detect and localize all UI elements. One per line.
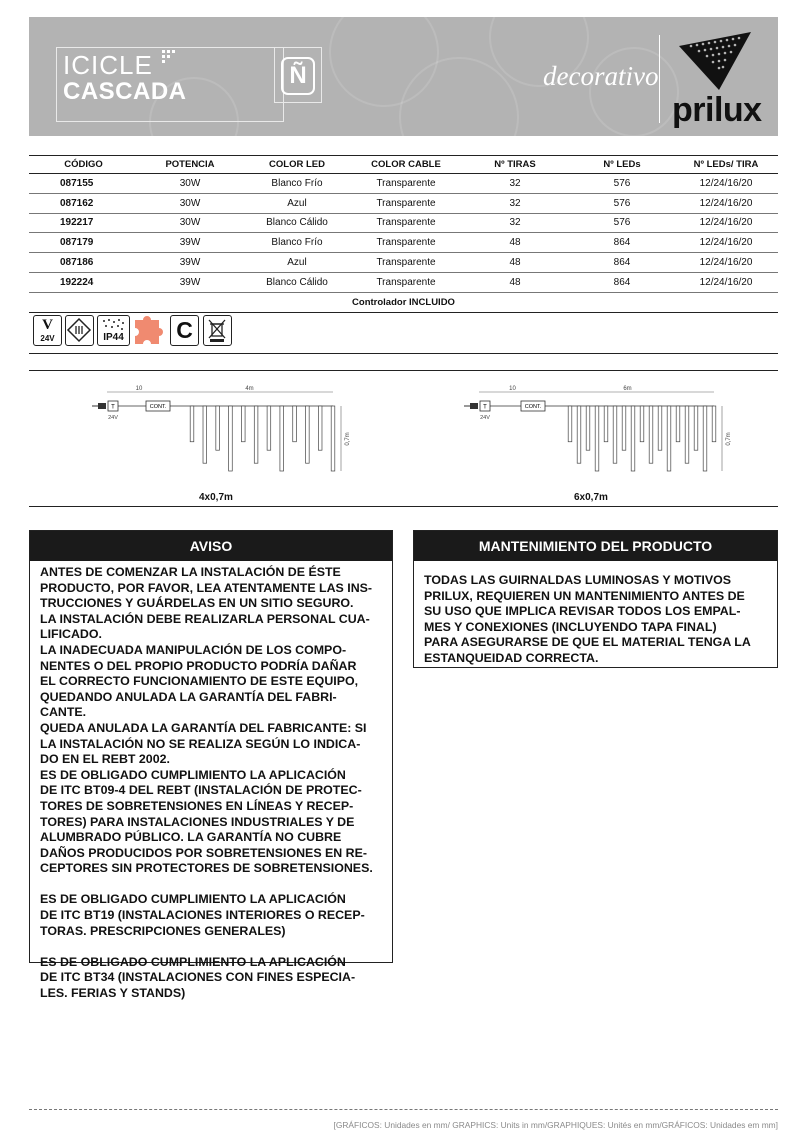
curtain-length-label: 6m (623, 386, 632, 392)
cell-codigo: 087179 (29, 233, 138, 253)
light-strand (631, 406, 635, 471)
voltage-label: 24V (40, 334, 55, 343)
cell-leds-tira: 12/24/16/20 (674, 253, 778, 273)
light-strand (203, 406, 207, 463)
col-leds-tira: Nº LEDs/ TIRA (674, 156, 778, 174)
cell-color-cable: Transparente (352, 193, 460, 213)
curtain-length-label: 4m (245, 386, 254, 392)
table-row (29, 193, 778, 213)
cell-codigo: 087162 (29, 193, 138, 213)
cell-leds-tira: 12/24/16/20 (674, 233, 778, 253)
cell-leds: 576 (570, 213, 674, 233)
mantenimiento-title: MANTENIMIENTO DEL PRODUCTO (414, 531, 777, 561)
cell-color-led: Azul (242, 253, 352, 273)
cell-leds: 576 (570, 174, 674, 194)
table-row (29, 174, 778, 194)
col-color-led: COLOR LED (242, 156, 352, 174)
cell-potencia: 39W (138, 272, 242, 292)
header-banner (29, 17, 778, 136)
controller-note: Controlador INCLUIDO (29, 292, 778, 312)
spanish-market-badge (274, 47, 322, 103)
transformer-label: T (483, 404, 487, 411)
light-strand (658, 406, 662, 450)
cell-potencia: 39W (138, 233, 242, 253)
cell-codigo: 192217 (29, 213, 138, 233)
cell-color-led: Blanco Cálido (242, 213, 352, 233)
product-title-line1 (63, 50, 176, 81)
table-row (29, 213, 778, 233)
col-potencia: POTENCIA (138, 156, 242, 174)
cell-leds: 864 (570, 233, 674, 253)
section-rule (29, 353, 778, 354)
cell-color-cable: Transparente (352, 174, 460, 194)
voltage-label: 24V (480, 415, 490, 421)
light-strand (694, 406, 698, 450)
drop-height-label: 0,7m (345, 432, 351, 446)
drop-height-label: 0,7m (726, 432, 732, 446)
cable-length-label: 10 (509, 386, 516, 392)
cell-leds: 576 (570, 193, 674, 213)
cell-tiras: 32 (460, 174, 570, 194)
cell-codigo: 087155 (29, 174, 138, 194)
aviso-title: AVISO (30, 531, 392, 561)
plug-icon (470, 403, 478, 409)
v-glyph: V (42, 317, 53, 333)
footer-dashed-rule (29, 1109, 778, 1110)
cell-color-led: Azul (242, 193, 352, 213)
sparkle-dots-icon (162, 50, 176, 64)
light-strand (622, 406, 626, 450)
controller-label: CONT. (149, 404, 167, 410)
cell-color-led: Blanco Frío (242, 233, 352, 253)
weee-icon (203, 315, 232, 346)
table-row (29, 233, 778, 253)
light-strand (667, 406, 671, 471)
cell-tiras: 48 (460, 272, 570, 292)
n-letter-icon: Ñ (281, 57, 315, 95)
mantenimiento-box (413, 530, 778, 668)
cell-tiras: 32 (460, 213, 570, 233)
light-strand (595, 406, 599, 471)
col-color-cable: COLOR CABLE (352, 156, 460, 174)
cell-tiras: 48 (460, 233, 570, 253)
cell-tiras: 48 (460, 253, 570, 273)
cell-color-cable: Transparente (352, 272, 460, 292)
light-strand (613, 406, 617, 463)
ip-label: IP44 (103, 332, 124, 343)
cell-color-led: Blanco Cálido (242, 272, 352, 292)
light-strand (703, 406, 707, 471)
table-header-row (29, 156, 778, 174)
light-strand (229, 406, 233, 471)
cable-length-label: 10 (135, 386, 143, 392)
curtain-diagrams (0, 380, 808, 490)
light-strand (649, 406, 653, 463)
footer-units-note: [GRÁFICOS: Unidades en mm/ GRAPHICS: Units in mm/GRAPHIQUES: Unités en mm/GRÁFICOS: Unidades em mm] (333, 1120, 778, 1130)
light-strand (267, 406, 271, 450)
prilux-logo-icon (679, 32, 751, 90)
c-mark-icon (170, 315, 199, 346)
light-strand (577, 406, 581, 463)
light-strand (254, 406, 258, 463)
controller-label: CONT. (524, 404, 542, 410)
light-strand (640, 406, 644, 442)
tagline: decorativo (543, 61, 659, 91)
light-strand (586, 406, 590, 450)
light-strand (216, 406, 220, 450)
cell-leds-tira: 12/24/16/20 (674, 272, 778, 292)
light-strand (280, 406, 284, 471)
header-divider (659, 35, 660, 123)
aviso-box (29, 530, 393, 1001)
light-strand (331, 406, 335, 471)
table-row (29, 272, 778, 292)
section-rule (29, 370, 778, 371)
product-title-box (56, 47, 284, 122)
product-name: ICICLE (63, 50, 153, 80)
col-tiras: Nº TIRAS (460, 156, 570, 174)
light-strand (306, 406, 310, 463)
diagram-2-label: 6x0,7m (574, 492, 608, 503)
light-strand (568, 406, 572, 442)
cell-color-led: Blanco Frío (242, 174, 352, 194)
col-leds: Nº LEDs (570, 156, 674, 174)
splash-dots-icon (98, 317, 128, 333)
light-strand (190, 406, 194, 442)
product-title-line2: CASCADA (63, 78, 187, 105)
transformer-label: T (111, 404, 115, 411)
light-strand (318, 406, 322, 450)
cell-color-cable: Transparente (352, 253, 460, 273)
cell-leds-tira: 12/24/16/20 (674, 193, 778, 213)
cell-leds-tira: 12/24/16/20 (674, 213, 778, 233)
brand-name: prilux (672, 91, 762, 129)
section-rule (29, 506, 778, 507)
controller-row (29, 292, 778, 312)
light-strand (685, 406, 689, 463)
cell-leds: 864 (570, 272, 674, 292)
light-strand (293, 406, 297, 442)
cell-leds: 864 (570, 253, 674, 273)
voltage-24v-icon (33, 315, 62, 346)
ip44-icon (97, 315, 130, 346)
cell-codigo: 192224 (29, 272, 138, 292)
light-strand (676, 406, 680, 442)
voltage-label: 24V (108, 415, 118, 421)
light-strand (712, 406, 716, 442)
diagram-1-label: 4x0,7m (199, 492, 233, 503)
col-codigo: CÓDIGO (29, 156, 138, 174)
cell-color-cable: Transparente (352, 233, 460, 253)
light-strand (241, 406, 245, 442)
aviso-text: ANTES DE COMENZAR LA INSTALACIÓN DE ÉSTE PRODUCTO, POR FAVOR, LEA ATENTAMENTE LAS INS- TRUCCIONES Y GUÁRDELAS EN UN SITIO SEGURO. LA INSTALACIÓN DEBE REALIZARLA PERSONAL CUA- LIFICADO. LA INADECUADA MANIPULACIÓN DE LOS COMPO- NENTES O DEL PROPIO PRODUCTO PODRÍA DAÑAR EL CORRECTO FUNCIONAMIENTO DE ESTE EQUIPO, QUEDANDO ANULADA LA GARANTÍA DEL FABRI- CANTE. QUEDA ANULADA LA GARANTÍA DEL FABRICANTE: SI LA INSTALACIÓN NO SE REALIZA SEGÚN LO INDICA- DO EN EL REBT 2002. ES DE OBLIGADO CUMPLIMIENTO LA APLICACIÓN DE ITC BT09-4 DEL REBT (INSTALACIÓN DE PROTEC- TORES DE SOBRETENSIONES EN LÍNEAS Y RECEP- TORES) PARA INSTALACIONES INDUSTRIALES Y DE ALUMBRADO PÚBLICO. LA GARANTÍA NO CUBRE DAÑOS PRODUCIDOS POR SOBRETENSIONES EN RE- CEPTORES SIN PROTECTORES DE SOBRETENSIONES. ES DE OBLIGADO CUMPLIMIENTO LA APLICACIÓN DE ITC BT19 (INSTALACIONES INTERIORES O RECEP- TORAS. PRESCRIPCIONES GENERALES) ES DE OBLIGADO CUMPLIMIENTO LA APLICACIÓN DE ITC BT34 (INSTALACIONES CON FINES ESPECIA- LES. FERIAS Y STANDS) (40, 565, 373, 1001)
cell-potencia: 30W (138, 213, 242, 233)
mantenimiento-text: TODAS LAS GUIRNALDAS LUMINOSAS Y MOTIVOS PRILUX, REQUIEREN UN MANTENIMIENTO ANTES DE SU USO QUE IMPLICA REVISAR TODOS LOS EMPAL- MES Y CONEXIONES (INCLUYENDO TAPA FINAL) PARA ASEGURARSE DE QUE EL MATERIAL TENGA LA ESTANQUEIDAD CORRECTA. (424, 573, 751, 665)
cell-color-cable: Transparente (352, 213, 460, 233)
cell-potencia: 30W (138, 193, 242, 213)
diamond-iii-icon (66, 316, 92, 344)
cell-potencia: 39W (138, 253, 242, 273)
plug-icon (98, 403, 106, 409)
connectable-icon (133, 314, 166, 348)
cell-codigo: 087186 (29, 253, 138, 273)
cell-tiras: 32 (460, 193, 570, 213)
table-row (29, 253, 778, 273)
c-glyph: C (176, 317, 193, 343)
crossed-bin-icon (204, 316, 230, 344)
class-iii-icon (65, 315, 94, 346)
spec-table (29, 155, 778, 313)
cell-leds-tira: 12/24/16/20 (674, 174, 778, 194)
cell-potencia: 30W (138, 174, 242, 194)
light-strand (604, 406, 608, 442)
